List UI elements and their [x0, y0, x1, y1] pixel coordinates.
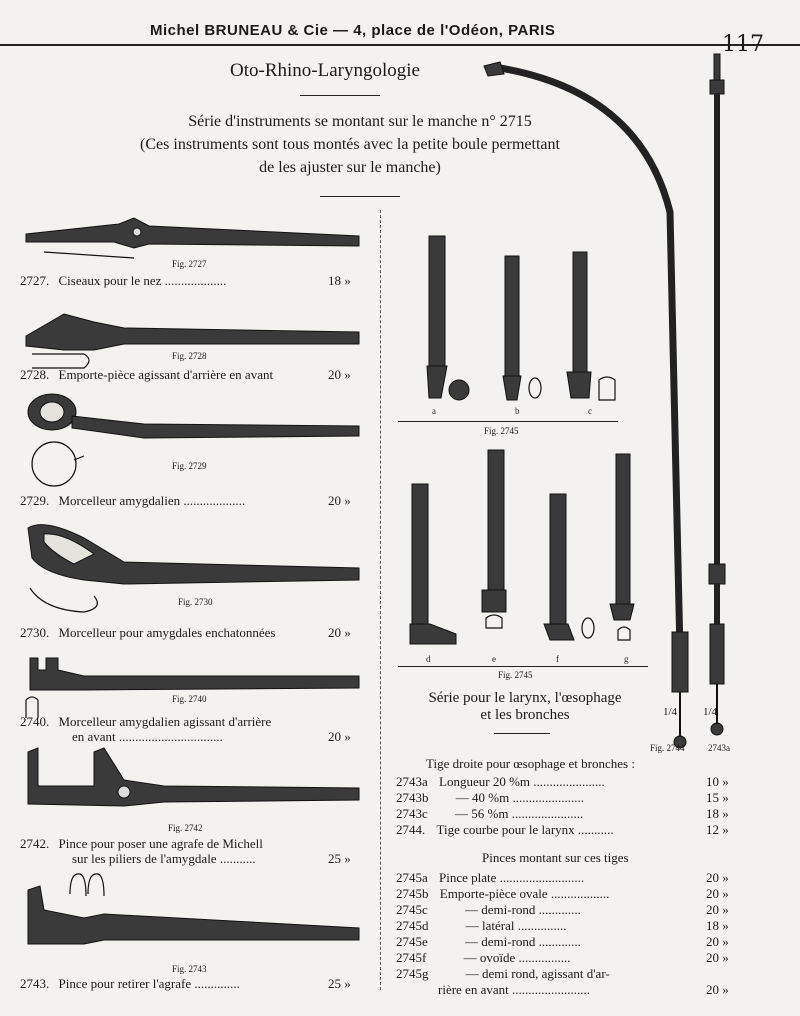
fig-2727-scissors-illustration	[24, 214, 364, 264]
item-2740	[20, 714, 271, 730]
pince-item-2745a	[396, 870, 584, 886]
page-title: Oto-Rhino-Laryngologie	[230, 60, 420, 81]
item-label: Morcelleur amygdalien agissant d'arrière	[58, 714, 272, 729]
item-number: 2745f	[396, 950, 427, 965]
item-2728-price: 20 »	[328, 367, 351, 382]
fig-letter-d: d	[426, 654, 431, 664]
pince-item-2745g	[396, 966, 610, 982]
title-rule	[300, 95, 380, 96]
item-2742-line2: sur les piliers de l'amygdale ...........	[72, 851, 256, 866]
pince-item-2745f-price: 20 »	[706, 950, 729, 965]
item-number: 2729.	[20, 493, 50, 508]
item-label: Morcelleur pour amygdales enchatonnées	[58, 625, 276, 640]
item-number: 2745d	[396, 918, 429, 933]
page-number: 117	[722, 32, 764, 57]
fig-letter-b: b	[515, 406, 520, 416]
page-header	[0, 14, 800, 57]
fig-2742-caption: Fig. 2742	[168, 823, 203, 833]
tige-item-2744	[396, 822, 614, 838]
column-divider	[380, 210, 382, 990]
tige-item-2744-price: 12 »	[706, 822, 729, 837]
tige-item-2743c	[396, 806, 583, 822]
item-label: Morcelleur amygdalien ...................	[58, 493, 246, 508]
fig-2729-caption: Fig. 2729	[172, 461, 207, 471]
item-2740-line2: en avant ................................	[72, 729, 223, 744]
fig-2743a-straight-rod-illustration	[700, 54, 740, 744]
fig-2745-top-caption: Fig. 2745	[484, 426, 519, 436]
larynx-heading-2: et les bronches	[480, 707, 570, 723]
item-number: 2730.	[20, 625, 50, 640]
larynx-heading-1: Série pour le larynx, l'œsophage	[428, 690, 622, 706]
item-label: — demi-rond .............	[465, 934, 581, 949]
item-label: — demi-rond .............	[465, 902, 581, 917]
tige-item-2743a-price: 10 »	[706, 774, 729, 789]
item-number: 2743c	[396, 806, 428, 821]
item-2740-price: 20 »	[328, 729, 351, 744]
item-label: Pince pour poser une agrafe de Michell	[58, 836, 263, 851]
fig-letter-c: c	[588, 406, 592, 416]
intro-line-2: (Ces instruments sont tous montés avec la petite boule permettant	[140, 136, 560, 153]
item-number: 2743b	[396, 790, 429, 805]
pince-item-2745c	[396, 902, 581, 918]
item-2730-price: 20 »	[328, 625, 351, 640]
fig-letter-g: g	[624, 654, 629, 664]
fig-2745-bottom-rule	[398, 666, 648, 667]
item-number: 2745c	[396, 902, 428, 917]
tige-heading: Tige droite pour œsophage et bronches :	[426, 756, 635, 771]
fig-2745-bottom-tools-illustration	[398, 444, 648, 654]
item-label: — 40 %m ......................	[455, 790, 584, 805]
pince-item-2745d	[396, 918, 566, 934]
fig-letter-e: e	[492, 654, 496, 664]
pince-item-2745b	[396, 886, 609, 902]
fig-2744-caption: Fig. 2744	[650, 743, 685, 753]
item-2729-price: 20 »	[328, 493, 351, 508]
tige-item-2743b	[396, 790, 584, 806]
item-2728	[20, 367, 273, 383]
fig-2728-caption: Fig. 2728	[172, 351, 207, 361]
pinces-heading: Pinces montant sur ces tiges	[482, 850, 629, 865]
item-2727-price: 18 »	[328, 273, 351, 288]
item-label: Emporte-pièce ovale ..................	[439, 886, 610, 901]
item-label: — ovoïde ................	[463, 950, 571, 965]
item-number: 2743.	[20, 976, 50, 991]
item-number: 2744.	[396, 822, 426, 837]
item-label: — demi rond, agissant d'ar-	[465, 966, 610, 981]
fig-2727-caption: Fig. 2727	[172, 259, 207, 269]
fig-2743-caption: Fig. 2743	[172, 964, 207, 974]
item-number: 2745g	[396, 966, 429, 981]
item-2729	[20, 493, 245, 509]
item-number: 2745a	[396, 870, 428, 885]
item-number: 2727.	[20, 273, 50, 288]
item-number: 2740.	[20, 714, 50, 729]
scale-label-2743a: 1/4	[703, 706, 718, 718]
item-label: Tige courbe pour le larynx ...........	[436, 822, 614, 837]
pince-item-2745d-price: 18 »	[706, 918, 729, 933]
intro-line-3: de les ajuster sur le manche)	[259, 159, 441, 176]
item-label: Longueur 20 %m ......................	[439, 774, 605, 789]
pince-item-2745b-price: 20 »	[706, 886, 729, 901]
fig-letter-f: f	[556, 654, 559, 664]
item-number: 2728.	[20, 367, 50, 382]
fig-2743a-caption: 2743a	[708, 743, 730, 753]
tige-item-2743c-price: 18 »	[706, 806, 729, 821]
item-2743	[20, 976, 240, 992]
fig-2745-bottom-caption: Fig. 2745	[498, 670, 533, 680]
item-number: 2745b	[396, 886, 429, 901]
item-2730	[20, 625, 275, 641]
item-2742-price: 25 »	[328, 851, 351, 866]
fig-2745-top-rule	[398, 421, 618, 422]
tige-item-2743b-price: 15 »	[706, 790, 729, 805]
item-2727	[20, 273, 226, 289]
scale-label-2744: 1/4	[663, 706, 678, 718]
pince-item-2745e	[396, 934, 581, 950]
item-2742	[20, 836, 263, 852]
pince-item-2745a-price: 20 »	[706, 870, 729, 885]
fig-2743-pince-illustration	[24, 870, 364, 950]
item-label: Pince plate ..........................	[439, 870, 585, 885]
pince-item-2745g-price: 20 »	[706, 982, 729, 997]
item-number: 2745e	[396, 934, 428, 949]
item-number: 2742.	[20, 836, 50, 851]
intro-rule	[320, 196, 400, 197]
publisher-line: Michel BRUNEAU & Cie — 4, place de l'Odéon, PARIS	[150, 22, 556, 39]
item-2743-price: 25 »	[328, 976, 351, 991]
item-number: 2743a	[396, 774, 428, 789]
tige-item-2743a	[396, 774, 605, 790]
intro-line-1: Série d'instruments se montant sur le manche n° 2715	[188, 113, 532, 130]
item-label: Pince pour retirer l'agrafe ..............	[58, 976, 240, 991]
pince-item-2745e-price: 20 »	[706, 934, 729, 949]
fig-2742-pince-illustration	[24, 746, 364, 816]
item-label: — latéral ...............	[465, 918, 567, 933]
fig-2740-caption: Fig. 2740	[172, 694, 207, 704]
fig-2730-caption: Fig. 2730	[178, 597, 213, 607]
fig-2745-top-tools-illustration	[405, 228, 625, 428]
item-label: Ciseaux pour le nez ...................	[58, 273, 227, 288]
item-label: Emporte-pièce agissant d'arrière en avant	[58, 367, 274, 382]
pince-item-2745f	[396, 950, 570, 966]
larynx-rule	[494, 733, 550, 734]
pince-item-2745g-line2: rière en avant ........................	[438, 982, 590, 997]
pince-item-2745c-price: 20 »	[706, 902, 729, 917]
item-label: — 56 %m ......................	[455, 806, 584, 821]
fig-letter-a: a	[432, 406, 436, 416]
